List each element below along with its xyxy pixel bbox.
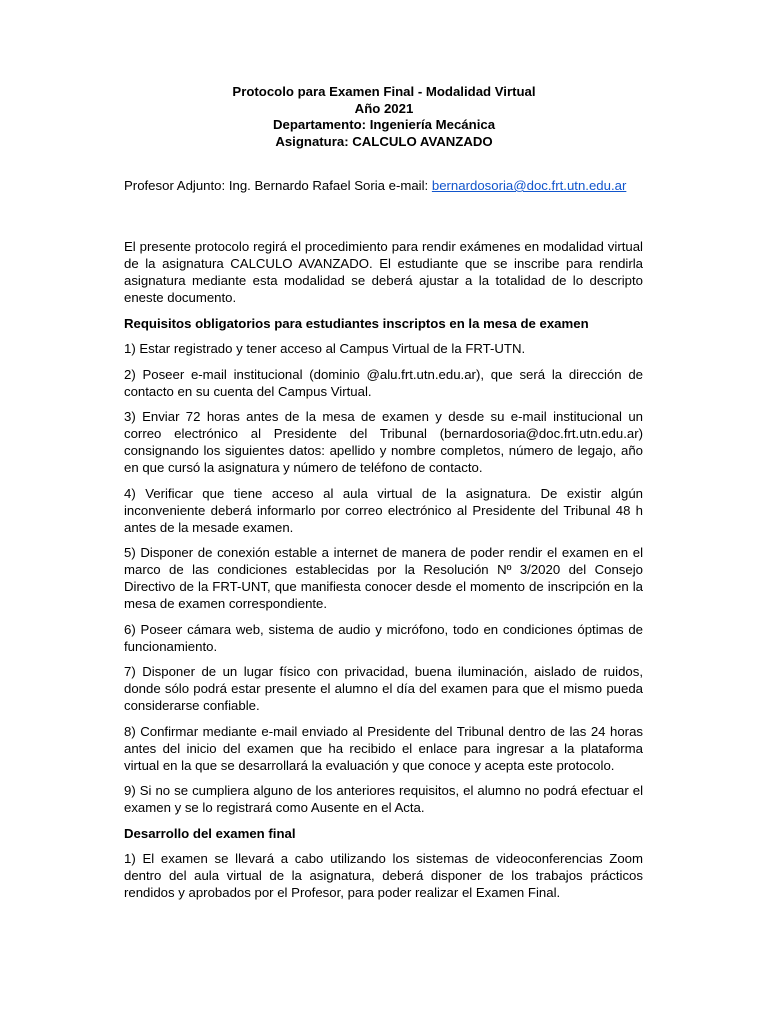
requisito-item: 7) Disponer de un lugar físico con privacidad, buena iluminación, aislado de ruidos, donde sólo podrá estar presente el alumno el día del examen para que el mismo pueda considerarse confiable. [124, 664, 643, 713]
requisito-item: 4) Verificar que tiene acceso al aula virtual de la asignatura. De existir algún inconveniente deberá informarlo por correo electrónico al Presidente del Tribunal 48 h antes de la mesade examen. [124, 485, 643, 535]
desarrollo-heading: Desarrollo del examen final [124, 825, 296, 841]
professor-label: Profesor Adjunto: Ing. Bernardo Rafael Soria e-mail: [124, 178, 432, 193]
requisito-item: 3) Enviar 72 horas antes de la mesa de examen y desde su e-mail institucional un correo electrónico al Presidente del Tribunal (bernardosoria@doc.frt.utn.edu.ar) consignando los siguientes datos: apellido y nombre completos, número de legajo, año en que cursó la asignatura y número de teléfono de contacto. [124, 409, 643, 475]
requisito-item: 8) Confirmar mediante e-mail enviado al Presidente del Tribunal dentro de las 24 horas antes del inicio del examen que ha recibido el enlace para ingresar a la plataforma virtual en la que se desarrollará la evaluación y que conoce y acepta este protocolo. [124, 723, 643, 773]
document-department: Departamento: Ingeniería Mecánica [272, 117, 496, 132]
document-title: Protocolo para Examen Final - Modalidad Virtual [232, 84, 536, 99]
requisito-item: 9) Si no se cumpliera alguno de los anteriores requisitos, el alumno no podrá efectuar el examen y se lo registrará como Ausente en el Acta. [124, 783, 643, 815]
document-year: Año 2021 [354, 100, 414, 116]
desarrollo-item: 1) El examen se llevará a cabo utilizando los sistemas de videoconferencias Zoom dentro del aula virtual de la asignatura, deberá disponer de los trabajos prácticos rendidos y aprobados por el Profesor, para poder realizar el Examen Final. [124, 851, 643, 900]
requisitos-heading: Requisitos obligatorios para estudiantes inscriptos en la mesa de examen [124, 315, 589, 331]
requisito-item: 6) Poseer cámara web, sistema de audio y micrófono, todo en condiciones óptimas de funcionamiento. [124, 621, 643, 654]
professor-email-link[interactable]: bernardosoria@doc.frt.utn.edu.ar [431, 178, 627, 193]
requisito-item: 2) Poseer e-mail institucional (dominio @alu.frt.utn.edu.ar), que será la dirección de contacto en su cuenta del Campus Virtual. [124, 366, 643, 399]
intro-paragraph: El presente protocolo regirá el procedimiento para rendir exámenes en modalidad virtual de la asignatura CALCULO AVANZADO. El estudiante que se inscribe para rendirla asignatura mediante esta modalidad se deberá ajustar a la totalidad de lo descripto eneste documento. [124, 239, 643, 305]
document-subject: Asignatura: CALCULO AVANZADO [275, 133, 493, 149]
professor-line [124, 177, 644, 194]
document-body [124, 238, 643, 910]
requisito-item: 1) Estar registrado y tener acceso al Campus Virtual de la FRT-UTN. [124, 341, 526, 356]
document-header [0, 84, 768, 150]
requisito-item: 5) Disponer de conexión estable a internet de manera de poder rendir el examen en el marco de las condiciones establecidas por la Resolución Nº 3/2020 del Consejo Directivo de la FRT-UNT, que manifiesta conocer desde el momento de inscripción en la mesa de examen correspondiente. [124, 545, 643, 611]
